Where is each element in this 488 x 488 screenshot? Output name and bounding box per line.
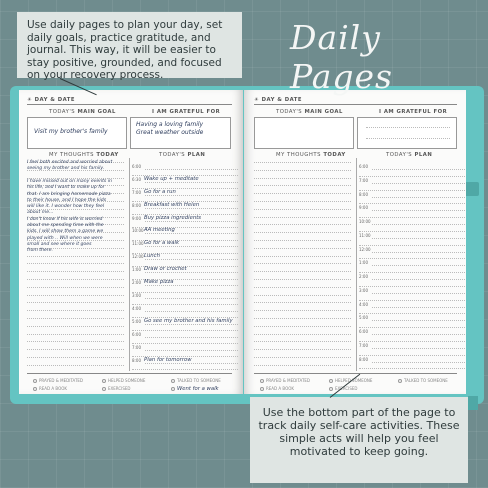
grateful-line-1: Having a loving family [136,121,204,128]
main-goal-header-right: TODAY'S MAIN GOAL [276,109,343,115]
checkbox-circle-icon [102,379,106,383]
plan-line [145,169,238,170]
plan-time: 7:00 [132,189,141,195]
pen-loop [468,396,478,410]
checkbox-label: EXERCISED [335,386,358,391]
callout-bottom: Use the bottom part of the page to track daily self-care activities. These simple acts will help you feel motivated to keep going. [250,397,468,483]
thought-line [254,224,351,225]
thought-text: I don't know if his wife is worried [27,216,103,222]
plan-line [132,330,238,331]
thought-line [254,263,351,264]
self-care-checkbox[interactable] [33,378,83,383]
self-care-checkbox[interactable] [398,378,448,383]
plan-line [372,210,465,211]
plan-line [145,246,238,247]
thought-text: his life, and I want to make up for [27,185,105,191]
plan-line [359,327,465,328]
thought-line [27,349,124,350]
plan-line [372,252,465,253]
thought-line [27,310,124,311]
day-date-label: ☀ DAY & DATE [27,97,76,103]
thought-text: small and see where it goes [27,241,92,247]
plan-line [372,334,465,335]
plan-entry: Buy pizza ingredients [144,214,202,221]
plan-entry: Plan for tomorrow [144,356,192,363]
checkbox-label: PRAYED & MEDITATED [266,378,311,383]
thought-line [254,217,351,218]
plan-line [145,363,238,364]
checkbox-label: EXERCISED [108,386,131,391]
plan-time: 6:00 [132,331,141,337]
plan-time: 9:00 [359,205,368,211]
plan-entry: Lunch [144,253,160,260]
plan-time: 10:00 [132,228,144,234]
plan-line [372,238,465,239]
plan-line [145,272,238,273]
grateful-box[interactable] [130,117,231,149]
main-goal-header: TODAY'S MAIN GOAL [49,109,116,115]
plan-line [359,368,465,369]
thought-text: played with .. Will when we were [27,235,103,241]
plan-entry: Go for a run [144,188,176,195]
plan-time: 12:00 [132,254,144,260]
thought-text: kids. I will show them a game we [27,229,104,235]
checkbox-circle-icon [398,379,402,383]
thought-text: will like it. I wonder how they feel [27,204,105,210]
main-goal-box-right[interactable] [254,117,354,149]
plan-time: 3:00 [132,292,141,298]
plan-entry: Make pizza [144,279,174,286]
plan-line [359,176,465,177]
left-page [19,90,243,394]
plan-line [372,265,465,266]
grateful-header: I AM GRATEFUL FOR [152,109,221,115]
plan-line [359,245,465,246]
thought-line [254,248,351,249]
plan-line [359,203,465,204]
plan-line [372,183,465,184]
checkbox-circle-icon [171,379,175,383]
checkbox-circle-icon [171,387,175,391]
plan-line [145,298,238,299]
self-care-checkbox[interactable] [260,378,310,383]
plan-line [132,304,238,305]
plan-time: 6:30 [132,176,141,182]
thought-line [254,334,351,335]
plan-line [145,311,238,312]
grateful-line-2: Great weather outside [136,129,204,136]
plan-line [359,286,465,287]
plan-line [145,195,238,196]
plan-line [359,341,465,342]
checkbox-circle-icon [260,379,264,383]
thought-line [27,334,124,335]
thought-line [254,209,351,210]
thought-line [27,295,124,296]
plan-time: 8:00 [359,356,368,362]
thought-text: about me... [27,210,54,216]
thought-text: seeing my brother and his family. [27,166,105,172]
plan-line [372,197,465,198]
plan-entry: AA meeting [144,227,175,234]
thought-line [254,178,351,179]
checkbox-circle-icon [102,387,106,391]
checkbox-circle-icon [33,387,37,391]
thoughts-header: MY THOUGHTS TODAY [49,152,119,158]
grateful-header-right: I AM GRATEFUL FOR [379,109,448,115]
plan-line [359,217,465,218]
checkbox-label: TALKED TO SOMEONE [404,378,448,383]
plan-time: 6:00 [132,163,141,169]
plan-time: 4:00 [359,301,368,307]
thought-line [254,232,351,233]
plan-line [372,362,465,363]
thought-line [254,162,351,163]
plan-entry: Go see my brother and his family [144,317,233,324]
plan-time: 1:00 [132,267,141,273]
thought-text: about me spending time with the [27,223,104,228]
thought-text: to their house, and I hope the kids [27,197,107,203]
plan-line [145,285,238,286]
thought-line [254,193,351,194]
plan-line [372,169,465,170]
thought-line [27,318,124,319]
plan-time: 10:00 [359,219,371,225]
thought-line [254,357,351,358]
plan-line [359,231,465,232]
plan-time: 8:00 [359,191,368,197]
plan-line [145,221,238,222]
plan-line [372,224,465,225]
checkbox-label: TALKED TO SOMEONE [177,378,221,383]
plan-time: 8:00 [132,202,141,208]
checkbox-label: HELPED SOMEONE [335,378,373,383]
thought-text: I feel both excited and worried about [27,160,113,165]
thought-line [254,185,351,186]
thought-line [27,279,124,280]
thoughts-header-right: MY THOUGHTS TODAY [276,152,346,158]
thought-line [27,287,124,288]
main-goal-text: Visit my brother's family [34,128,108,135]
thought-line [27,302,124,303]
plan-entry: Draw or crochet [144,266,187,273]
plan-line [372,320,465,321]
main-goal-box[interactable] [27,117,127,149]
plan-line [359,313,465,314]
thought-line [254,240,351,241]
plan-line [359,300,465,301]
plan-entry: Go for a walk [144,240,180,247]
thought-line [27,326,124,327]
plan-line [145,337,238,338]
plan-line [359,355,465,356]
checkbox-circle-icon [260,387,264,391]
plan-time: 6:00 [359,164,368,170]
plan-time: 3:00 [359,287,368,293]
plan-time: 2:00 [359,274,368,280]
self-care-checkbox[interactable] [102,386,131,391]
self-care-checkbox[interactable] [171,386,219,392]
plan-line [132,369,238,370]
thought-line [254,287,351,288]
plan-line [145,324,238,325]
plan-header-right: TODAY'S PLAN [386,152,433,158]
plan-time: 1:00 [359,260,368,266]
thought-line [254,349,351,350]
thought-line [27,341,124,342]
plan-line [359,190,465,191]
plan-header: TODAY'S PLAN [159,152,206,158]
thought-line [254,326,351,327]
thought-line [27,256,124,257]
plan-time: 5:00 [132,318,141,324]
plan-time: 12:00 [359,246,371,252]
thought-line [254,170,351,171]
plan-time: 7:00 [359,342,368,348]
plan-time: 6:00 [359,329,368,335]
plan-line [359,258,465,259]
checkbox-label: Went for a walk [177,386,219,392]
callout-top: Use daily pages to plan your day, set daily goals, practice gratitude, and journal. This way, it will be easier to stay positive, grounded, and focused on your recovery process. [17,12,242,78]
plan-time: 4:00 [132,305,141,311]
plan-time: 9:00 [132,215,141,221]
checkbox-label: HELPED SOMEONE [108,378,146,383]
right-page [244,90,466,394]
checkbox-circle-icon [329,387,333,391]
plan-line [132,343,238,344]
self-care-checkbox[interactable] [171,378,221,383]
thought-line [27,263,124,264]
plan-line [359,272,465,273]
plan-time: 5:00 [359,315,368,321]
thought-line [27,271,124,272]
day-date-label-right: ☀ DAY & DATE [254,97,303,103]
plan-line [372,307,465,308]
page-title: Daily Pages [290,18,393,96]
plan-line [145,259,238,260]
plan-line [132,292,238,293]
thought-line [254,302,351,303]
thought-line [254,256,351,257]
thought-line [254,295,351,296]
thought-line [254,318,351,319]
plan-line [372,293,465,294]
plan-line [145,350,238,351]
thought-line [27,357,124,358]
thought-line [254,279,351,280]
plan-time: 7:00 [132,344,141,350]
plan-time: 8:00 [132,357,141,363]
plan-entry: Breakfast with Helen [144,201,200,208]
thought-line [254,201,351,202]
plan-time: 11:00 [359,232,371,238]
plan-line [145,208,238,209]
self-care-checkbox[interactable] [260,386,294,391]
plan-line [372,348,465,349]
checkbox-circle-icon [33,379,37,383]
thought-text: from there. [27,248,53,254]
checkbox-label: READ A BOOK [266,386,294,391]
plan-time: 2:00 [132,280,141,286]
self-care-checkbox[interactable] [33,386,67,391]
thought-text: that. I am bringing homemade pizza [27,191,111,197]
self-care-checkbox[interactable] [102,378,145,383]
thought-line [254,310,351,311]
plan-time: 11:00 [132,241,144,247]
thought-line [254,341,351,342]
plan-entry: Wake up + meditate [144,175,199,182]
plan-time: 7:00 [359,177,368,183]
checkbox-circle-icon [329,379,333,383]
thought-line [27,365,124,366]
thought-line [254,271,351,272]
plan-line [145,182,238,183]
thought-line [254,365,351,366]
plan-line [372,279,465,280]
plan-line [145,233,238,234]
thought-text: I have missed out on many events in [27,178,112,184]
checkbox-label: PRAYED & MEDITATED [39,378,84,383]
grateful-box-right[interactable] [357,117,457,149]
checkbox-label: READ A BOOK [39,386,67,391]
